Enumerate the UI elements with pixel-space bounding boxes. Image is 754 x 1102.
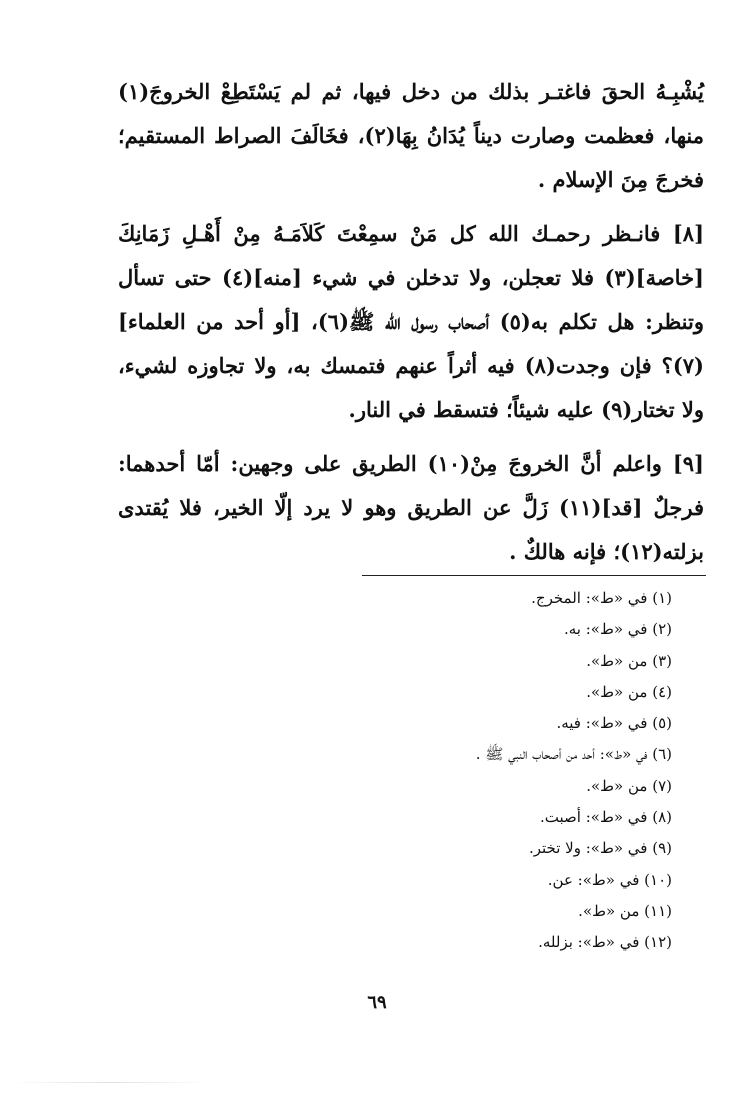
footnotes-list <box>300 583 672 959</box>
footnote-11: (١١) من «ط». <box>578 901 672 920</box>
footnote-1: (١) في «ط»: المخرج. <box>531 589 672 607</box>
footnote-9: (٩) في «ط»: ولا تختر. <box>528 839 672 858</box>
footnote-8: (٨) في «ط»: أصبت. <box>540 808 672 827</box>
footnote-10: (١٠) في «ط»: عن. <box>547 870 672 889</box>
footnote-12: (١٢) في «ط»: بزلله. <box>538 933 672 952</box>
footnote-5: (٥) في «ط»: فيه. <box>556 714 672 733</box>
footnote-divider <box>362 575 706 576</box>
footnote-6: (٦) في «ط»: أحد من أصحاب النبي ﷺ . <box>475 745 672 764</box>
scan-artifact <box>10 1082 210 1083</box>
paragraph-8: [٨] فانـظر رحمـك الله كل مَنْ سمِعْتَ كَلاَمَـهُ مِنْ أَهْـلِ زَمَانِكَ [خاصة](٣) فلا تعجلن، ولا تدخلن في شيء [منه](٤) حتى تسأل وتنظر: هل تكلم به(٥) أصحاب رسول الله ﷺ(٦)، [أو أحد من العلماء](٧)؟ فإن وجدت(٨) فيه أثراً عنهم فتمسك به، ولا تجاوزه لشيء، ولا تختار(٩) عليه شيئاً؛ فتسقط في النار. <box>118 221 705 422</box>
paragraph-continuation: يُشْبِـهُ الحقَ فاغتـر بذلك من دخل فيها، ثم لم يَسْتَطِعْ الخروجَ(١) منها، فعظمت وصارت ديناً يُدَانُ بِهَا(٢)، فخَالَفَ الصراط المستقيم؛ فخرجَ مِنَ الإسلام . <box>118 79 704 192</box>
page-number: ٦٩ <box>367 992 387 1013</box>
footnote-3: (٣) من «ط». <box>586 651 672 670</box>
paragraph-9: [٩] واعلم أنَّ الخروجَ مِنْ(١٠) الطريق على وجهين: أمّا أحدهما: فرجلٌ [قد](١١) زَلَّ عن الطريق وهو لا يرد إلّا الخير، فلا يُقتدى بزلته(١٢)؛ فإنه هالكٌ . <box>118 451 704 564</box>
main-text <box>118 70 704 574</box>
footnote-2: (٢) في «ط»: به. <box>563 620 672 639</box>
footnote-4: (٤) من «ط». <box>586 682 672 701</box>
footnote-7: (٧) من «ط». <box>586 776 672 795</box>
